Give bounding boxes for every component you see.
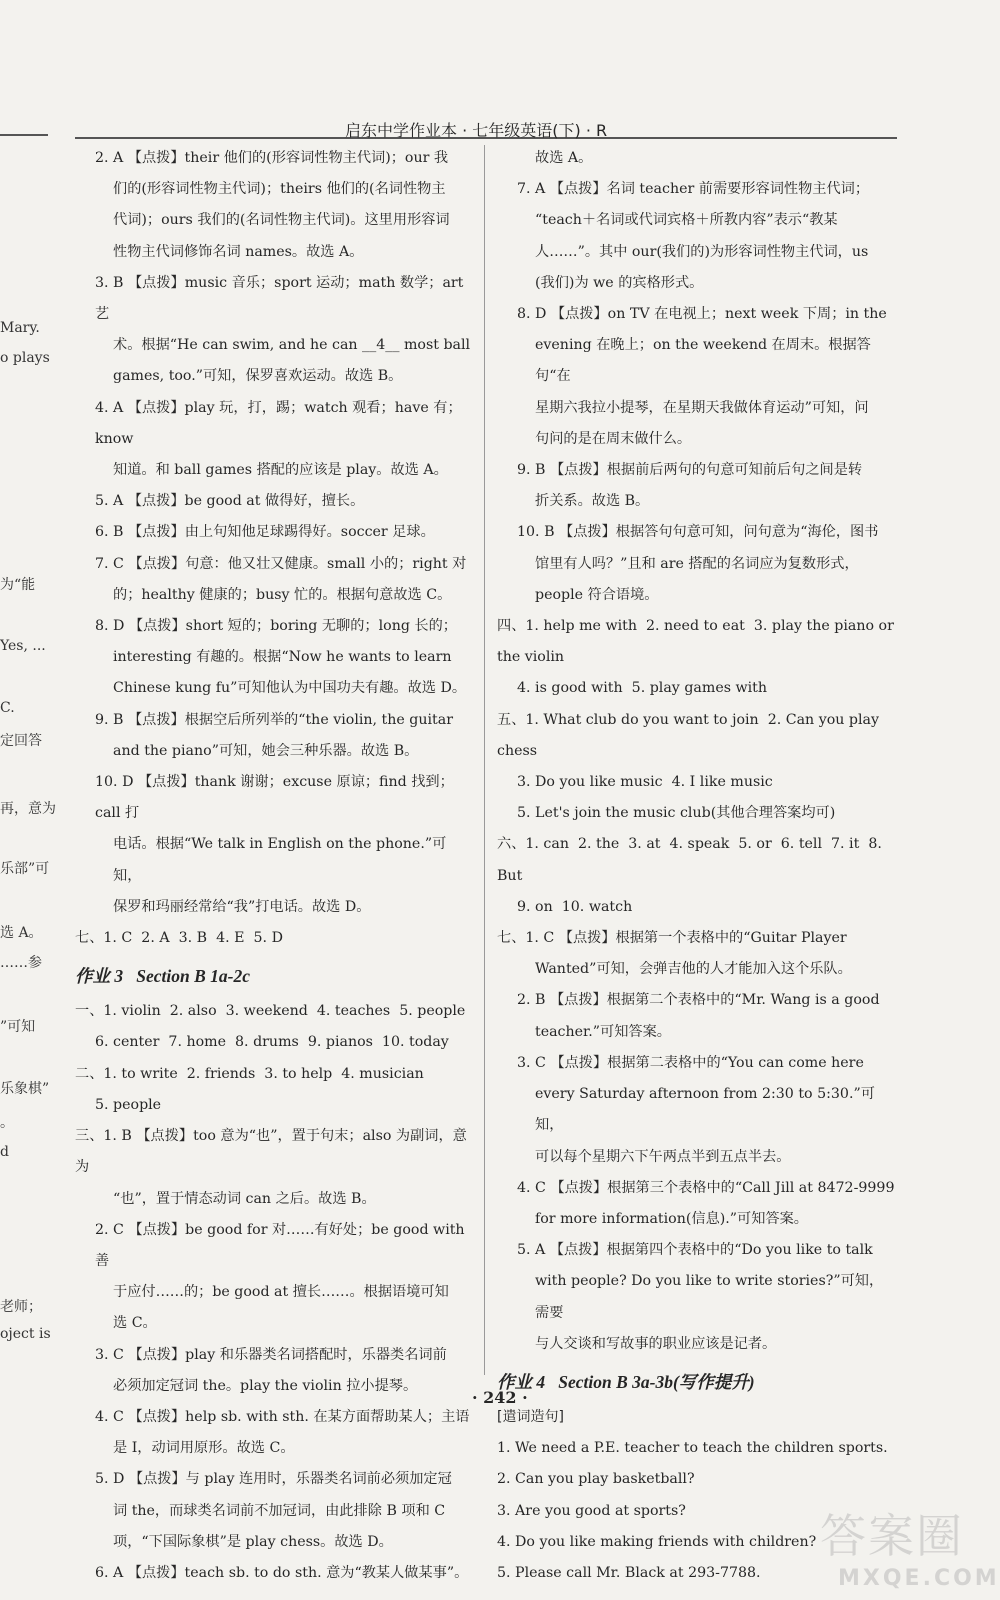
answer-line: 3. Are you good at sports? (497, 1502, 686, 1519)
answer-line: 六、1. can 2. the 3. at 4. speak 5. or 6. tell 7. it 8. But (497, 836, 887, 884)
answer-line: 知道。和 ball games 搭配的应该是 play。故选 A。 (113, 462, 448, 479)
answer-line: 2. Can you play basketball? (497, 1471, 695, 1488)
edge-fragment: 定回答 (0, 733, 42, 749)
answer-line: 术。根据“He can swim, and he can __4__ most ball (113, 337, 471, 354)
right-column (497, 143, 897, 1589)
edge-fragment: 老师； (0, 1299, 42, 1315)
answer-line: 9. B 【点拨】根据空后所列举的“the violin, the guitar (95, 711, 453, 728)
answer-line: “也”，置于情态动词 can 之后。故选 B。 (113, 1190, 376, 1207)
section-heading: 作业 4 Section B 3a-3b(写作提升) (497, 1371, 755, 1392)
edge-fragment: 为“能 (0, 577, 36, 593)
answer-line: games, too.”可知，保罗喜欢运动。故选 B。 (113, 368, 403, 385)
watermark-line2: MXQE.COM (838, 1566, 1000, 1591)
answer-line: 代词)；ours 我们的(名词性物主代词)。这里用形容词 (113, 212, 450, 229)
edge-fragment: Mary. (0, 320, 40, 336)
answer-line: 必须加定冠词 the。play the violin 拉小提琴。 (113, 1377, 418, 1394)
edge-fragment: C. (0, 700, 15, 716)
answer-line: 七、1. C 2. A 3. B 4. E 5. D (75, 930, 283, 947)
answer-line: 5. A 【点拨】根据第四个表格中的“Do you like to talk (517, 1242, 873, 1259)
answer-line: evening 在晚上；on the weekend 在周末。根据答句“在 (535, 337, 871, 385)
subsection-label: [遣词造句] (497, 1408, 564, 1425)
answer-line: 6. A 【点拨】teach sb. to do sth. 意为“教某人做某事”。 (95, 1564, 469, 1581)
answer-line: 8. D 【点拨】short 短的；boring 无聊的；long 长的； (95, 618, 457, 635)
answer-line: 4. C 【点拨】根据第三个表格中的“Call Jill at 8472-9999 (517, 1179, 895, 1196)
edge-fragment: Yes, ... (0, 638, 46, 654)
edge-fragment: 乐部”可 (0, 861, 50, 877)
edge-fragment: ……参 (0, 955, 42, 971)
answer-line: 故选 A。 (535, 150, 593, 166)
edge-fragment: 选 A。 (0, 925, 43, 941)
answer-line: 五、1. What club do you want to join 2. Can you play chess (497, 711, 884, 759)
answer-line: 6. center 7. home 8. drums 9. pianos 10. today (95, 1034, 449, 1051)
answer-line: 5. Let's join the music club(其他合理答案均可) (517, 805, 836, 822)
answer-line: and the piano”可知，她会三种乐器。故选 B。 (113, 742, 419, 759)
answer-line: 三、1. B 【点拨】too 意为“也”，置于句末；also 为副词，意为 (75, 1128, 467, 1176)
answer-line: 于应付……的；be good at 擅长……。根据语境可知 (113, 1284, 449, 1301)
answer-line: 保罗和玛丽经常给“我”打电话。故选 D。 (113, 898, 371, 915)
answer-line: 5. Please call Mr. Black at 293-7788. (497, 1564, 761, 1581)
watermark-line1: 答案圈 (820, 1509, 964, 1563)
answer-line: 二、1. to write 2. friends 3. to help 4. musician (75, 1065, 424, 1082)
answer-line: 人……”。其中 our(我们的)为形容词性物主代词，us (535, 243, 869, 260)
answer-line: 一、1. violin 2. also 3. weekend 4. teaches 5. people (75, 1003, 466, 1020)
edge-fragment: ”可知 (0, 1019, 36, 1035)
answer-line: 4. C 【点拨】help sb. with sth. 在某方面帮助某人；主语 (95, 1408, 470, 1425)
answer-line: 4. is good with 5. play games with (517, 680, 768, 697)
answer-line: interesting 有趣的。根据“Now he wants to learn (113, 649, 452, 666)
answer-line: 4. Do you like making friends with children? (497, 1533, 817, 1550)
answer-line: 词 the，而球类名词前不加冠词，由此排除 B 项和 C (113, 1502, 446, 1519)
answer-line: 8. D 【点拨】on TV 在电视上；next week 下周；in the (517, 306, 887, 323)
answer-line: 3. C 【点拨】play 和乐器类名词搭配时，乐器类名词前 (95, 1346, 447, 1363)
answer-line: 句问的是在周末做什么。 (535, 430, 692, 447)
answer-line: 3. Do you like music 4. I like music (517, 774, 773, 791)
answer-line: for more information(信息).”可知答案。 (535, 1210, 808, 1227)
answer-line: 与人交谈和写故事的职业应该是记者。 (535, 1335, 777, 1352)
answer-line: 们的(形容词性物主代词)；theirs 他们的(名词性物主 (113, 181, 446, 198)
answer-line: 5. A 【点拨】be good at 做得好，擅长。 (95, 493, 365, 510)
answer-line: 2. A 【点拨】their 他们的(形容词性物主代词)；our 我 (95, 150, 449, 166)
answer-line: 星期六我拉小提琴，在星期天我做体育运动”可知，问 (535, 399, 869, 416)
edge-fragment: oject is (0, 1326, 51, 1342)
answer-line: 6. B 【点拨】由上句知他足球踢得好。soccer 足球。 (95, 524, 435, 541)
answer-line: 选 C。 (113, 1315, 157, 1332)
page-number: · 242 · (472, 1388, 528, 1407)
answer-line: 2. C 【点拨】be good for 对……有好处；be good with 善 (95, 1221, 470, 1269)
edge-fragment: 再，意为 (0, 801, 56, 817)
answer-line: 10. B 【点拨】根据答句句意可知，问句意为“海伦，图书 (517, 524, 879, 541)
answer-line: 折关系。故选 B。 (535, 493, 650, 510)
answer-line: 性物主代词修饰名词 names。故选 A。 (113, 243, 364, 260)
answer-line: 3. C 【点拨】根据第二表格中的“You can come here (517, 1054, 864, 1071)
answer-line: 项，“下国际象棋”是 play chess。故选 D。 (113, 1533, 393, 1550)
left-column (75, 143, 473, 1589)
answer-line: 9. B 【点拨】根据前后两句的句意可知前后句之间是转 (517, 462, 863, 479)
edge-fragment: o plays (0, 350, 50, 366)
page-header: 启东中学作业本 · 七年级英语(下) · R (345, 121, 608, 140)
answer-line: 7. C 【点拨】句意：他又壮又健康。small 小的；right 对 (95, 555, 467, 572)
answer-line: 4. A 【点拨】play 玩，打，踢；watch 观看；have 有；know (95, 399, 462, 447)
answer-line: people 符合语境。 (535, 586, 659, 603)
answer-line: every Saturday afternoon from 2:30 to 5:30.”可知， (535, 1086, 875, 1134)
answer-line: 2. B 【点拨】根据第二个表格中的“Mr. Wang is a good (517, 992, 880, 1009)
answer-line: 七、1. C 【点拨】根据第一个表格中的“Guitar Player (497, 930, 847, 947)
answer-line: “teach＋名词或代词宾格＋所教内容”表示“教某 (535, 212, 838, 229)
section-heading: 作业 3 Section B 1a-2c (75, 966, 250, 987)
answer-line: teacher.”可知答案。 (535, 1023, 671, 1040)
answer-line: 是 I，动词用原形。故选 C。 (113, 1440, 295, 1457)
answer-line: Chinese kung fu”可知他认为中国功夫有趣。故选 D。 (113, 680, 467, 697)
column-divider (484, 145, 485, 1375)
answer-line: 的；healthy 健康的；busy 忙的。根据句意故选 C。 (113, 586, 452, 603)
answer-line: (我们)为 we 的宾格形式。 (535, 274, 704, 291)
answer-line: 电话。根据“We talk in English on the phone.”可知， (113, 836, 447, 884)
answer-line: 3. B 【点拨】music 音乐；sport 运动；math 数学；art 艺 (95, 274, 468, 323)
answer-line: 馆里有人吗？”且和 are 搭配的名词应为复数形式， (535, 555, 859, 572)
answer-line: 5. people (95, 1096, 162, 1113)
edge-fragment: 乐象棋” (0, 1081, 50, 1097)
answer-line: 可以每个星期六下午两点半到五点半去。 (535, 1148, 791, 1165)
answer-line: 10. D 【点拨】thank 谢谢；excuse 原谅；find 找到；call 打 (95, 774, 454, 822)
left-page-rule (0, 134, 48, 136)
answer-line: Wanted”可知，会弹吉他的人才能加入这个乐队。 (535, 961, 852, 978)
answer-line: 7. A 【点拨】名词 teacher 前需要形容词性物主代词； (517, 181, 870, 198)
answer-line: 四、1. help me with 2. need to eat 3. play the piano or the violin (497, 618, 899, 666)
answer-line: with people? Do you like to write stories?”可知，需要 (535, 1273, 884, 1321)
edge-fragment: 。 (0, 1115, 14, 1131)
answer-line: 5. D 【点拨】与 play 连用时，乐器类名词前必须加定冠 (95, 1471, 452, 1488)
watermark-logo (820, 1500, 1000, 1595)
answer-line: 9. on 10. watch (517, 898, 633, 915)
answer-line: 1. We need a P.E. teacher to teach the children sports. (497, 1440, 888, 1457)
edge-fragment: d (0, 1144, 9, 1160)
